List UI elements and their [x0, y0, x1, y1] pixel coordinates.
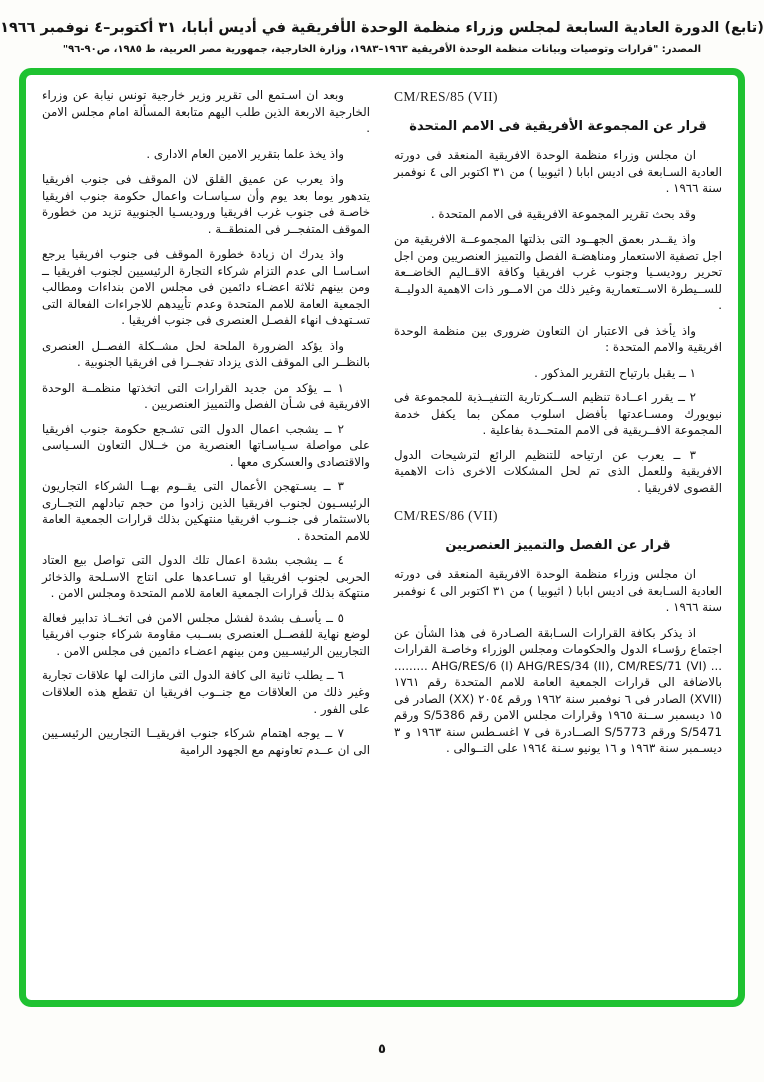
paragraph: ان مجلس وزراء منظمة الوحدة الافريقية المنعقد فى دورته العادية السـابعة فى اديس ابابا ( اثيوبيا ) من ٣١ اكتوبر الى ٤ نوفمبر سنة ١٩٦٦ .: [394, 567, 723, 615]
resolution-86-title: قرار عن الفصل والتمييز العنصريين: [445, 538, 671, 554]
operative-item: ٧ ــ يوجه اهتمام شركاء جنوب افريقيــا التجاريين الرئيسـيين الى ان عــدم تعاونهم مع الجهود الرامية: [42, 726, 370, 757]
session-title: (تابع) الدورة العادية السابعة لمجلس وزراء منظمة الوحدة الأفريقية في أديس أبابا، ٣١ أكتوبر–٤ نوفمبر ١٩٦٦: [0, 20, 764, 36]
operative-item: ٢ ــ يقرر اعــادة تنظيم الســكرتارية التنفيــذية للمجموعة فى نيويورك ومسـاعدتها بأفضل اسلوب ممكن بما يكفل خدمة المجموعة الافــريقية فى الامم المتحــدة بفاعلية .: [394, 390, 722, 438]
operative-item: ٥ ــ يأسـف بشدة لفشل مجلس الامن فى اتخــاذ تدابير فعالة لوضع نهاية للفصــل العنصرى بســبب مقاومة شركاء جنوب افريقيا التجاريين الرئيسـيين ومن بينهم اعضـاء دائمين فى مجلس الامن .: [42, 610, 370, 658]
column-right: [394, 87, 722, 992]
operative-item: ٤ ــ يشجب بشدة اعمال تلك الدول التى تواصل بيع العتاد الحربى لجنوب افريقيا او تسـاعدها على انتاج الاسـلحة والذخائر منتهكة بذلك قرارات الجمعية العامة للامم المتحدة ومجلس الامن .: [42, 553, 370, 601]
operative-item: ٢ ــ يشجب اعمال الدول التى تشـجع حكومة جنوب افريقيا على مواصلة سـياسـاتها العنصرية من خــلال التعاون السـياسى والاقتصادى والعسكرى معها .: [42, 421, 370, 469]
paragraph: واذ يعرب عن عميق القلق لان الموقف فى جنوب افريقيا يتدهور يوما بعد يوم وأن سـياسـات واعمال حكومة جنوب افريقيا خاصـة فى جنوب غرب افريقيا وروديسـيا الجنوبية تزيد من خطورة الموقف المتفجــر فى المنطقــة .: [42, 172, 370, 236]
content-frame: [19, 68, 745, 1007]
operative-item: ١ ــ يؤكد من جديد القرارات التى اتخذتها منظمــة الوحدة الافريقية فى شـأن الفصل والتمييز العنصريين .: [42, 380, 370, 412]
page-header: [0, 0, 764, 55]
paragraph: ان مجلس وزراء منظمة الوحدة الافريقية المنعقد فى دورته العادية السـابعة فى اديس ابابا ( اثيوبيا ) من ٣١ اكتوبر الى ٤ نوفمبر سنة ١٩٦٦ .: [394, 148, 723, 196]
column-left: [42, 87, 370, 992]
operative-item: ٣ ــ يعرب عن ارتياحه للتنظيم الرائع لترشيحات الدول الافريقية وللعمل الذى تم لحل المشكلات الاخرى ذات الاهمية القصوى لافريقيا .: [394, 447, 722, 495]
paragraph: واذ يؤكد الضرورة الملحة لحل مشــكلة الفصــل العنصرى بالنظــر الى الموقف الذى يزداد تفجــرا فى افريقيا الجنوبية .: [42, 338, 370, 370]
paragraph: واذ يدرك ان زيادة خطورة الموقف فى جنوب افريقيا يرجع اسـاسـا الى عدم التزام شركاء التجارة الرئيسيين لجنوب افريقيا ــ ومن بينهم ثلاثة اعضـاء دائمين فى مجلس الامن بنداءات ومطالب الجمعية العامة للامم المتحدة وعدم تأييدهم للاجراءات الفعالة التى تسـتهدف انهاء الفصـل العنصرى فى جنوب افريقيا .: [42, 247, 370, 328]
operative-item: ٣ ــ يسـتهجن الأعمال التى يقــوم بهــا الشركاء التجاريون الرئيسـيون لجنوب افريقيا الذين زادوا من حجم تبادلهم التجــارى بالاستثمار فى جنــوب افريقيا منتهكين بذلك قرارات الجمعية العامة للامم المتحدة .: [42, 479, 370, 543]
paragraph: واذ يقــدر بعمق الجهــود التى بذلتها المجموعــة الافريقية من اجل تصفية الاستعمار ومناهضـة الفصل والتمييز العنصريين ومن اجل تحرير روديسـيا وجنوب غرب افريقيا وكافة الاقــاليم الخاضــعة للســيطرة الاســتعمارية وغير ذلك من الامــور ذات الاهمية الدوليــة .: [394, 232, 722, 313]
paragraph: وقد بحث تقرير المجموعة الافريقية فى الامم المتحدة .: [430, 206, 696, 221]
page-number: ٥: [378, 1042, 386, 1057]
resolution-85-code: CM/RES/85 (VII): [394, 89, 498, 104]
paragraph: واذ يخذ علما بتقرير الامين العام الادارى .: [146, 146, 344, 161]
source-citation: المصدر: "قرارات وتوصيات وبيانات منظمة الوحدة الأفريقية ١٩٦٣–١٩٨٣، وزارة الخارجية، جمهورية مصر العربية، ط ١٩٨٥، ص٩٠-٩٦": [62, 44, 702, 55]
paragraph: وبعد ان اسـتمع الى تقرير وزير خارجية تونس نيابة عن وزراء الخارجية الاربعة الذين طلب اليهم متابعة المسألة امام مجلس الامن .: [42, 88, 370, 136]
paragraph: واذ يأخذ فى الاعتبار ان التعاون ضرورى بين منظمة الوحدة افريقية والامم المتحدة :: [394, 323, 722, 355]
two-column-layout: [42, 87, 722, 992]
resolution-85-title: قرار عن المجموعة الأفريقية فى الامم المتحدة: [409, 119, 707, 134]
operative-item: ٦ ــ يطلب ثانية الى كافة الدول التى مازالت لها علاقات تجارية وغير ذلك من العلاقات مع جنــوب افريقيا ان تقطع هذه العلاقات على الفور .: [42, 668, 370, 716]
resolution-86-code: CM/RES/86 (VII): [394, 508, 498, 524]
paragraph: اذ يذكر بكافة القرارات السـابقة الصـادرة فى هذا الشأن عن اجتماع رؤسـاء الدول والحكومات ومجلس الوزراء وخاصـة القرارات ... ‎AHG/RES/6 (I)‎ ‎AHG/RES/34 (II), CM/RES/71 (VI)‎ ......... بالاضافة الى قرارات الجمعية العامة للامم المتحدة رقم ١٧٦١ ‎(XVII)‎ الصادر فى ٦ نوفمبر سنة ١٩٦٢ ورقم ٢٠٥٤ ‎(XX)‎ الصادر فى ١٥ ديسمبر ســنة ١٩٦٥ وقرارات مجلس الامن رقم ‎S/5386‎ ورقم ‎S/5471‎ ورقم ‎S/5773‎ الصــادرة فى ٧ اغسـطس سنة ١٩٦٣ و ٣ ديسـمبر سنة ١٩٦٣ و ١٦ يونيو سـنة ١٩٦٤ على التــوالى .: [394, 625, 723, 756]
operative-item: ١ ــ يقبل بارتياح التقرير المذكور .: [534, 365, 696, 380]
